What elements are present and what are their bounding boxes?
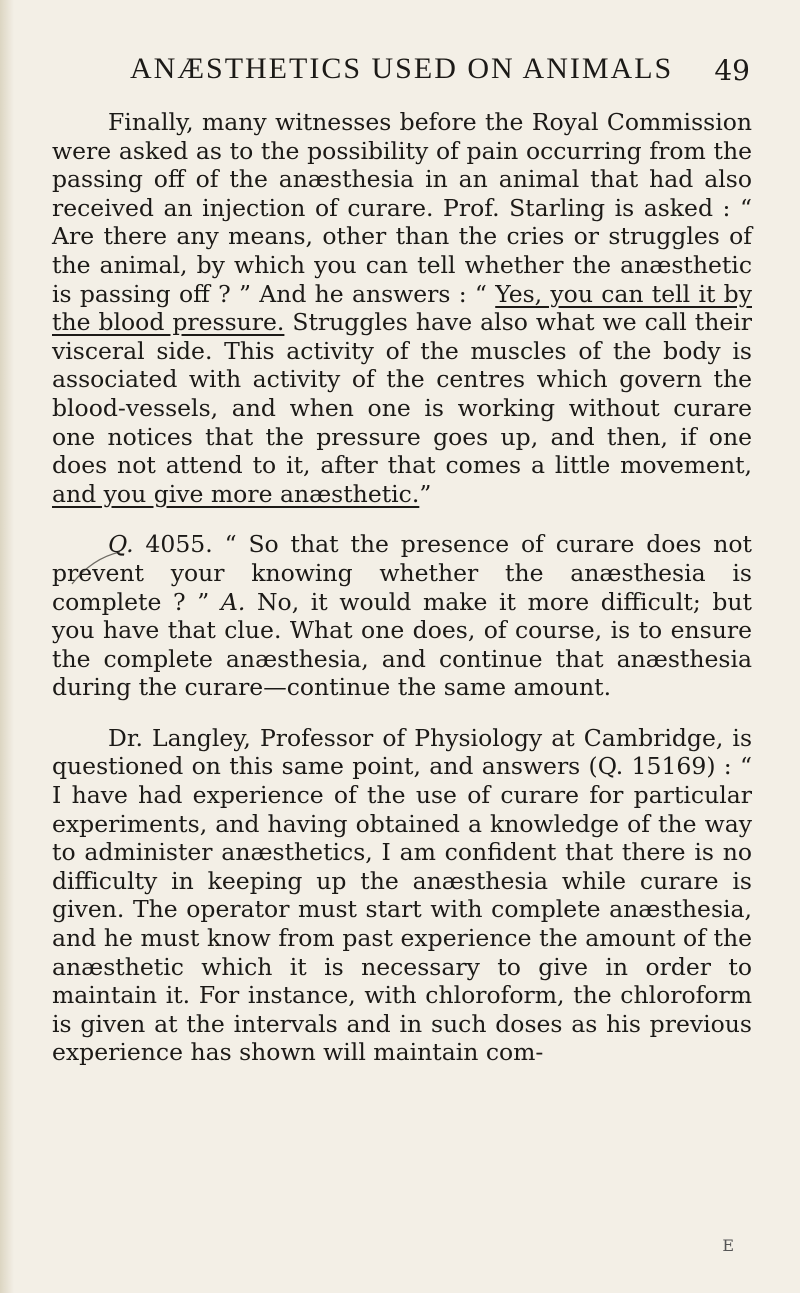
page-gutter-shadow (0, 0, 14, 1293)
paragraph-question-4055 (52, 530, 752, 702)
page-number: 49 (714, 54, 750, 87)
answer-label: A. (220, 587, 246, 616)
paragraph-starling (52, 108, 752, 508)
running-title: ANÆSTHETICS USED ON ANIMALS (130, 52, 674, 85)
question-text: 4055. “ So that the presence of curare does not prevent your knowing whether the anæsthesia is complete ? ” (52, 530, 752, 616)
starling-text-2: Struggles have also what we call their visceral side. This activity of the muscles of the body is associated with activity of the centres which govern the blood-vessels, and when one is working without curare one notices that the pressure goes up, and then, if one does not attend to it, after that comes a little movement, (52, 308, 753, 480)
body-text (52, 108, 752, 1067)
underlined-phrase-more-anaesthetic: and you give more anæsthetic. (52, 479, 420, 508)
signature-mark: E (722, 1236, 734, 1255)
underlined-phrase-blood-pressure: Yes, you can tell it by the blood pressure. (52, 279, 752, 337)
paragraph-langley: Dr. Langley, Professor of Physiology at Cambridge, is questioned on this same point, and answers (Q. 15169) : “ I have had experience of the use of curare for particular experiments, and having obtained a knowledge of the way to administer anæsthetics, I am confident that there is no difficulty in keeping up the anæsthesia while curare is given. The operator must start with complete anæsthesia, and he must know from past experience the amount of the anæsthetic which it is necessary to give in order to maintain it. For instance, with chloroform, the chloroform is given at the intervals and in such doses as his previous experience has shown will maintain com- (52, 723, 752, 1067)
answer-text: No, it would make it more difficult; but you have that clue. What one does, of course, is to ensure the complete anæsthesia, and continue that anæsthesia during the curare—continue the same amount. (52, 587, 752, 702)
question-label: Q. (108, 530, 134, 559)
starling-text-1: Finally, many witnesses before the Royal Commission were asked as to the possibility of pain occurring from the passing off of the anæsthesia in an animal that had also received an injection of curare. Prof. Starling is asked : “ Are there any means, other than the cries or struggles of the animal, by which you can tell whether the anæsthetic is passing off ? ” And he answers : “ (52, 108, 752, 308)
starling-text-3: ” (419, 479, 432, 508)
running-head (110, 52, 750, 92)
